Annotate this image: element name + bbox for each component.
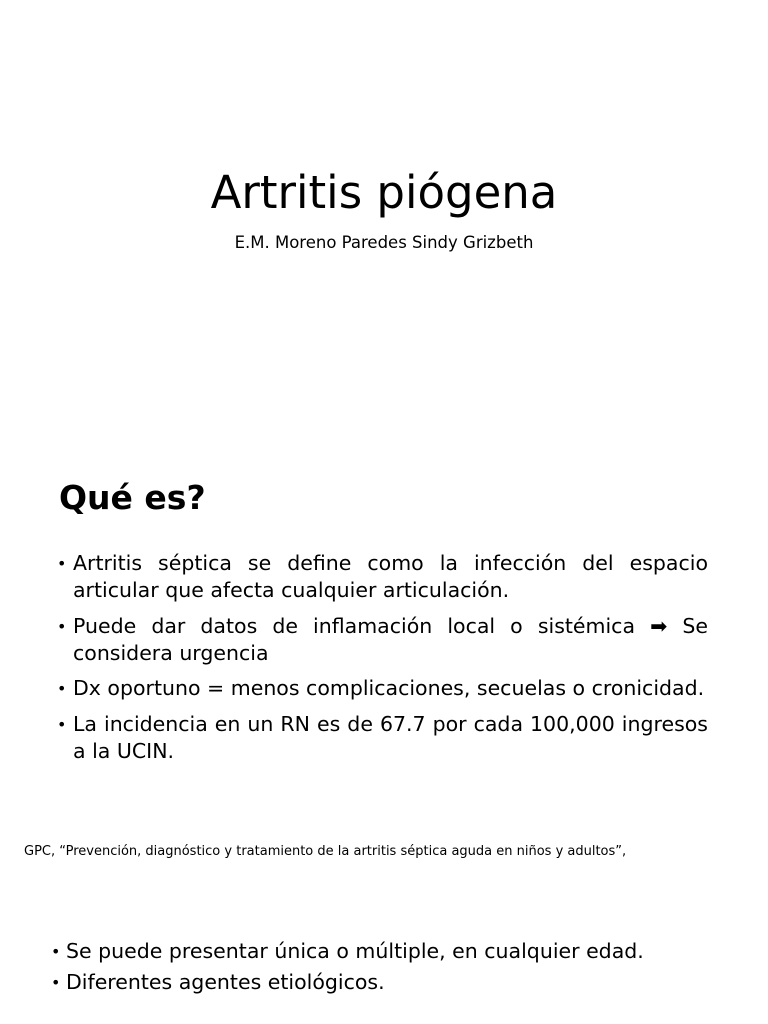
title-slide bbox=[0, 0, 768, 420]
citation-text: GPC, “Prevención, diagnóstico y tratamiento de la artritis séptica aguda en niños y adultos”, bbox=[24, 844, 627, 859]
bullet-list bbox=[66, 939, 656, 1001]
bullet-item: • Se puede presentar única o múltiple, en cualquier edad. bbox=[66, 939, 656, 964]
features-slide bbox=[0, 900, 768, 1024]
citation-box bbox=[0, 843, 768, 873]
slide-subtitle: E.M. Moreno Paredes Sindy Grizbeth bbox=[234, 233, 534, 252]
bullet-item: • La incidencia en un RN es de 67.7 por cada 100,000 ingresos a la UCIN. bbox=[73, 711, 708, 765]
slide-heading: Qué es? bbox=[59, 478, 206, 517]
bullet-item: • Puede dar datos de inflamación local o sistémica ➡ Se considera urgencia bbox=[73, 613, 708, 667]
slide-title: Artritis piógena bbox=[210, 166, 558, 219]
bullet-item: • Artritis séptica se define como la infección del espacio articular que afecta cualquier articulación. bbox=[73, 550, 708, 604]
bullet-item: • Dx oportuno = menos complicaciones, secuelas o cronicidad. bbox=[73, 675, 708, 702]
bullet-list bbox=[73, 550, 708, 773]
bullet-item: • Diferentes agentes etiológicos. bbox=[66, 970, 656, 995]
definition-slide bbox=[0, 420, 768, 840]
